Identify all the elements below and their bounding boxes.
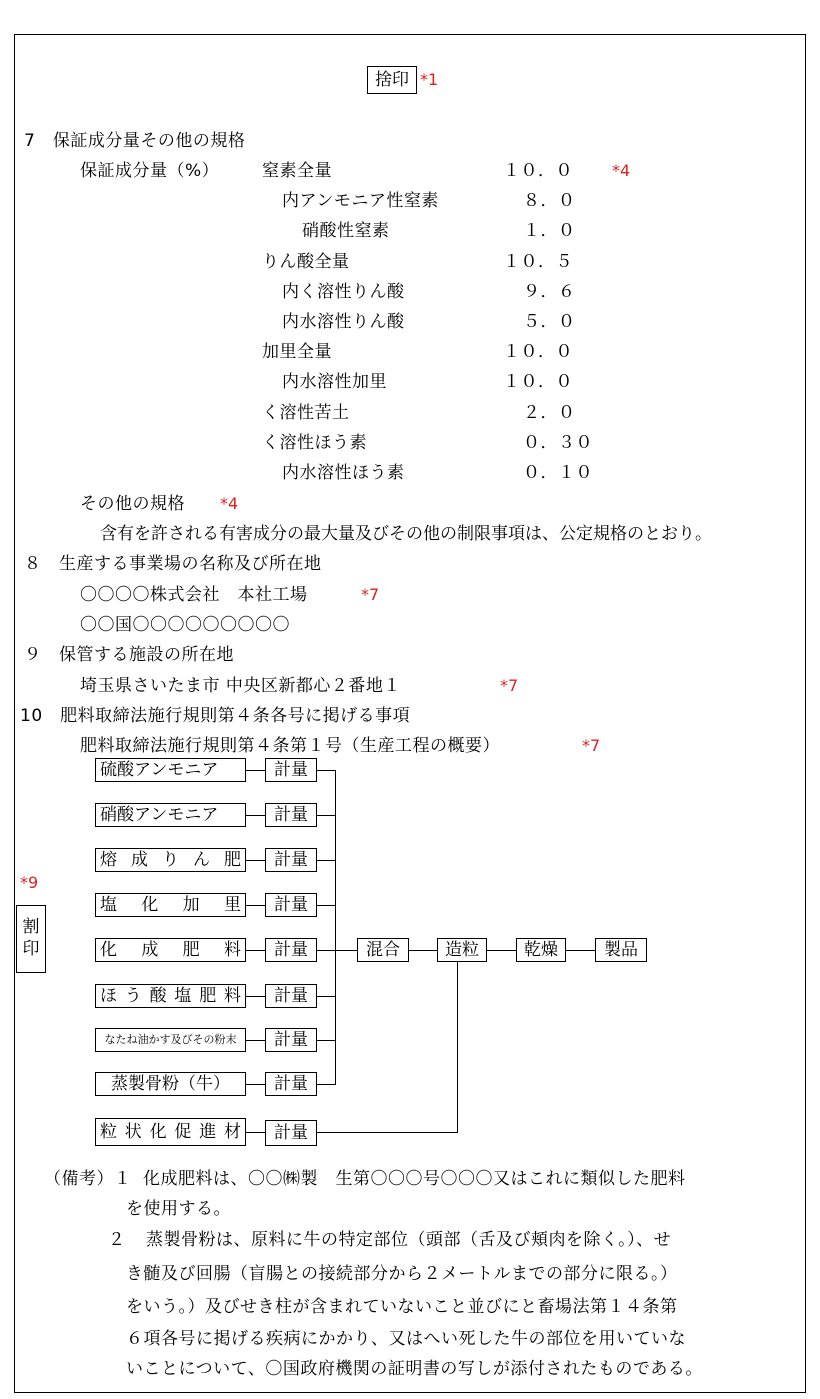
material-box: 硝酸アンモニア: [95, 803, 246, 827]
material-char: 肥: [224, 850, 241, 870]
component-value: １０．０: [503, 161, 573, 181]
material-char: ん: [193, 850, 210, 870]
component-value: １０．５: [503, 252, 573, 272]
component-name: 内く溶性りん酸: [282, 282, 405, 302]
connector: [246, 905, 265, 906]
seal-note: *9: [20, 873, 39, 892]
section8-heading: ８ 生産する事業場の名称及び所在地: [24, 554, 322, 574]
section7-heading: 7 保証成分量その他の規格: [24, 131, 246, 151]
material-box: [95, 984, 246, 1008]
connector: [317, 950, 336, 951]
other-spec-text: 含有を許される有害成分の最大量及びその他の制限事項は、公定規格のとおり。: [100, 524, 712, 544]
connector: [246, 815, 265, 816]
component-value: ８．０: [523, 191, 576, 211]
connector: [246, 1132, 265, 1133]
component-name: 硝酸性窒素: [302, 221, 390, 241]
process-step-mix: 混合: [357, 938, 409, 962]
remarks-line: いことについて、〇国政府機関の証明書の写しが添付されたものである。: [126, 1359, 703, 1379]
company-note: *7: [361, 585, 380, 604]
connector: [487, 950, 516, 951]
material-char: 促: [174, 1122, 192, 1142]
other-spec-note: *4: [220, 494, 239, 513]
material-char: 肥: [182, 940, 200, 960]
material-char: ほ: [100, 986, 117, 1006]
guaranteed-note: *4: [612, 161, 631, 180]
component-value: ５．０: [523, 312, 576, 332]
material-box: [95, 1118, 246, 1146]
split-seal: [16, 905, 46, 973]
material-box: 硫酸アンモニア: [95, 758, 246, 782]
measure-box: 計量: [265, 1072, 317, 1096]
material-char: 化: [141, 895, 159, 915]
company-country: 〇〇国〇〇〇〇〇〇〇〇〇: [80, 615, 290, 635]
remarks-line: を使用する。: [126, 1199, 231, 1219]
material-char: 材: [223, 1122, 241, 1142]
remarks-line: 化成肥料は、〇〇㈱製 生第〇〇〇号〇〇〇又はこれに類似した肥料: [143, 1169, 686, 1189]
component-value: ２．０: [523, 403, 576, 423]
stamp-note: *1: [420, 70, 439, 89]
process-step-granulate: 造粒: [437, 938, 487, 962]
section9-heading: ９ 保管する施設の所在地: [24, 645, 234, 665]
connector: [317, 905, 336, 906]
process-step-product: 製品: [595, 938, 647, 962]
material-char: 熔: [100, 850, 117, 870]
connector: [317, 1040, 336, 1041]
process-step-dry: 乾燥: [516, 938, 566, 962]
material-char: 成: [141, 940, 159, 960]
material-char: 状: [124, 1122, 142, 1142]
connector: [335, 950, 357, 951]
material-box: 蒸製骨粉（牛）: [95, 1072, 246, 1096]
connector: [246, 1040, 265, 1041]
material-box: なたね油かす及びその粉末: [95, 1028, 246, 1052]
storage-address: 埼玉県さいたま市 中央区新都心２番地１: [80, 676, 401, 696]
measure-box: 計量: [265, 1120, 317, 1146]
section10-heading: 10 肥料取締法施行規則第４条各号に掲げる事項: [20, 706, 411, 726]
material-char: り: [162, 850, 179, 870]
bus-line: [335, 770, 336, 1085]
material-char: 化: [149, 1122, 167, 1142]
material-char: 成: [131, 850, 148, 870]
measure-box: 計量: [265, 938, 317, 962]
component-value: ０．３０: [523, 433, 593, 453]
connector: [246, 770, 265, 771]
seal-char: 割: [22, 917, 40, 937]
component-value: １０．０: [503, 342, 573, 362]
measure-box: 計量: [265, 893, 317, 917]
measure-box: 計量: [265, 848, 317, 872]
remarks-line: 蒸製骨粉は、原料に牛の特定部位（頭部（舌及び頬肉を除く。）、せ: [146, 1230, 672, 1250]
connector: [246, 860, 265, 861]
measure-box: 計量: [265, 758, 317, 782]
remarks-label: （備考）１: [44, 1169, 132, 1189]
material-char: 塩: [174, 986, 192, 1006]
other-spec-label: その他の規格: [80, 494, 185, 514]
component-name: 内アンモニア性窒素: [282, 191, 439, 211]
measure-box: 計量: [265, 1028, 317, 1052]
process-subheading: 肥料取締法施行規則第４条第１号（生産工程の概要）: [80, 736, 500, 756]
material-char: 料: [223, 940, 241, 960]
material-char: 加: [182, 895, 200, 915]
connector: [317, 1084, 336, 1085]
connector: [317, 1132, 458, 1133]
remarks-line: をいう。）及びせき柱が含まれていないこと並びにと畜場法第１４条第: [126, 1297, 678, 1317]
material-char: 肥: [199, 986, 217, 1006]
stamp-box: 捨印: [367, 66, 417, 94]
material-char: う: [124, 986, 142, 1006]
component-name: く溶性苦土: [262, 403, 350, 423]
connector: [246, 1084, 265, 1085]
connector: [246, 996, 265, 997]
material-char: 粒: [100, 1122, 117, 1142]
component-name: 内水溶性りん酸: [282, 312, 405, 332]
connector: [317, 860, 336, 861]
material-box: [95, 893, 246, 917]
material-box: [95, 938, 246, 962]
connector: [457, 962, 458, 1133]
connector: [409, 950, 437, 951]
remarks-line: ６項各号に掲げる疾病にかかり、又はへい死した牛の部位を用いていな: [126, 1329, 686, 1349]
component-name: く溶性ほう素: [262, 433, 367, 453]
component-name: 窒素全量: [262, 161, 332, 181]
connector: [317, 815, 336, 816]
component-name: 内水溶性ほう素: [282, 463, 405, 483]
connector: [317, 996, 336, 997]
material-char: 酸: [149, 986, 167, 1006]
component-name: 加里全量: [262, 342, 332, 362]
remarks-item2-number: ２: [108, 1230, 126, 1250]
component-value: １．０: [523, 221, 576, 241]
component-name: 内水溶性加里: [282, 372, 387, 392]
process-note: *7: [582, 736, 601, 755]
component-value: ０．１０: [523, 463, 593, 483]
connector: [246, 950, 265, 951]
material-char: 里: [223, 895, 241, 915]
storage-address-note: *7: [500, 676, 519, 695]
component-value: １０．０: [503, 372, 573, 392]
measure-box: 計量: [265, 984, 317, 1008]
component-name: りん酸全量: [262, 252, 350, 272]
measure-box: 計量: [265, 803, 317, 827]
remarks-line: き髄及び回腸（盲腸との接続部分から２メートルまでの部分に限る。）: [126, 1264, 678, 1284]
connector: [317, 770, 336, 771]
company-name: 〇〇〇〇株式会社 本社工場: [80, 585, 308, 605]
seal-char: 印: [22, 939, 40, 959]
component-value: ９．６: [523, 282, 576, 302]
material-box: [95, 848, 246, 872]
material-char: 料: [223, 986, 241, 1006]
material-char: 化: [100, 940, 117, 960]
material-char: 進: [199, 1122, 217, 1142]
guaranteed-label: 保証成分量（%）: [80, 161, 220, 181]
connector: [566, 950, 595, 951]
material-char: 塩: [100, 895, 117, 915]
